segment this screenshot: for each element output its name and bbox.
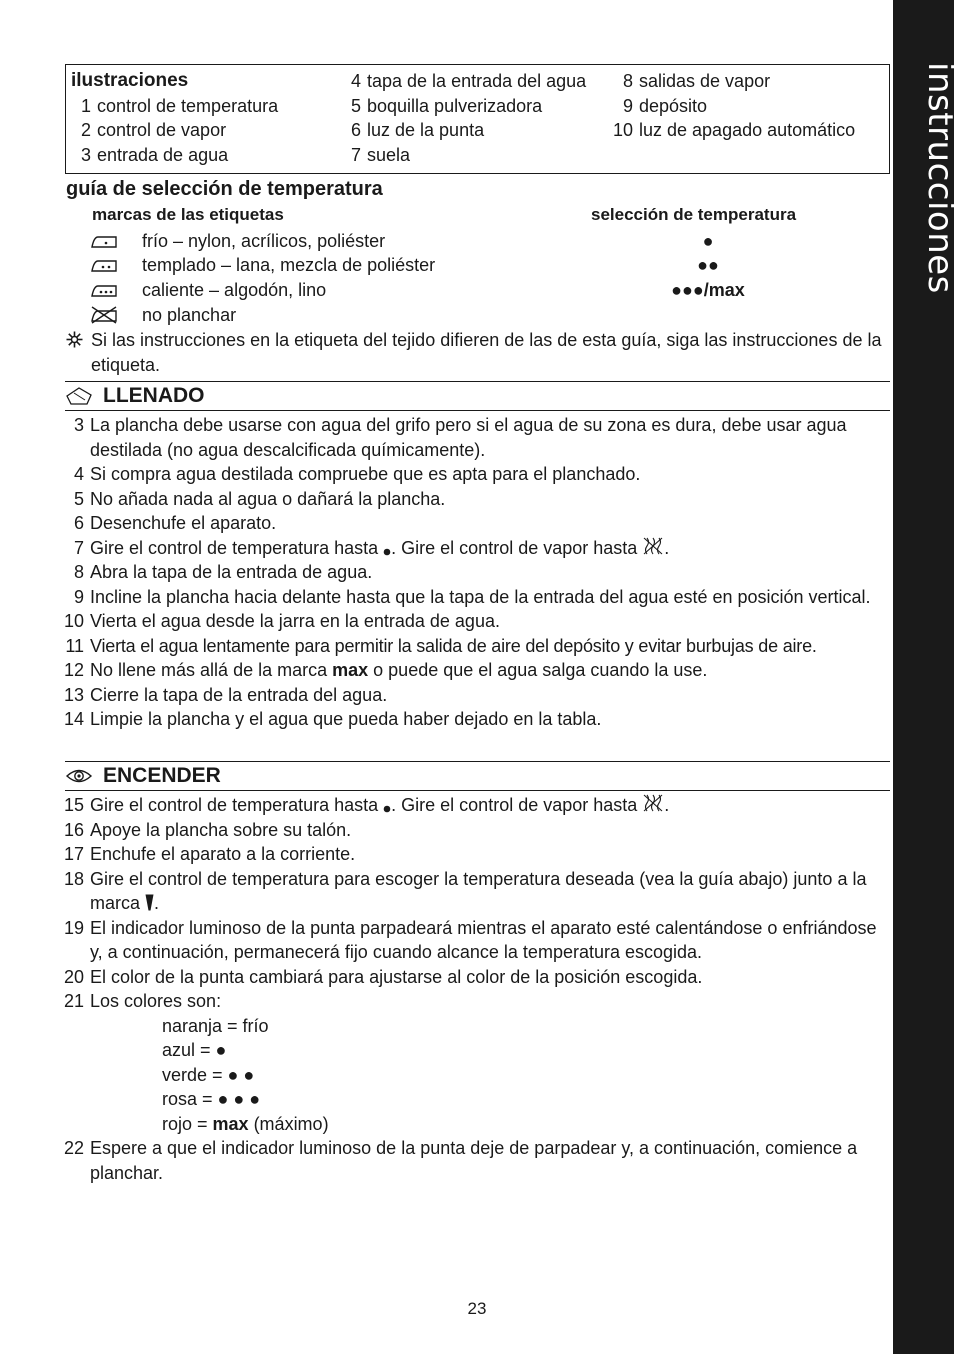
step-text: Los colores son: — [90, 991, 222, 1011]
guide-header-setting: selección de temperatura — [591, 205, 797, 224]
color-text-bold: max — [212, 1113, 249, 1134]
guide-row — [0, 229, 893, 253]
step-item — [60, 487, 892, 512]
guide-setting: ●●●/max — [671, 280, 745, 300]
guide-fabric-text: templado – lana, mezcla de poliéster — [142, 255, 436, 275]
item-number: 7 — [350, 144, 361, 165]
step-text: . Gire el control de vapor hasta — [391, 795, 643, 815]
guide-row — [0, 303, 893, 327]
illustration-item — [613, 118, 855, 143]
iron-two-dots-icon — [89, 256, 119, 274]
step-item — [60, 511, 892, 536]
step-number: 18 — [63, 868, 84, 889]
step-text: Abra la tapa de la entrada de agua. — [90, 562, 373, 582]
step-text: Desenchufe el aparato. — [90, 513, 277, 533]
step-number: 15 — [63, 795, 84, 815]
item-label: depósito — [639, 95, 708, 116]
step-text: Si compra agua destilada compruebe que es apta para el planchado. — [90, 464, 641, 484]
iron-one-dot-icon — [89, 232, 119, 250]
illustration-item — [71, 94, 278, 119]
step-item — [60, 707, 892, 732]
star-icon — [66, 331, 83, 348]
eye-icon — [65, 766, 93, 786]
side-tab-label: instrucciones — [920, 62, 960, 294]
step-text: Gire el control de temperatura para escoger la temperatura deseada (vea la guía abajo) junto a la marca — [90, 868, 867, 913]
color-text: rojo = — [162, 1113, 213, 1134]
step-number: 16 — [63, 819, 84, 840]
illustrations-column-3 — [613, 69, 855, 143]
step-text: Enchufe el aparato a la corriente. — [90, 844, 356, 864]
guide-header-label-marks: marcas de las etiquetas — [92, 205, 284, 224]
guide-row — [0, 278, 893, 302]
guide-setting: ● — [702, 231, 714, 251]
item-label: tapa de la entrada del agua — [367, 71, 587, 91]
item-label: suela — [367, 144, 411, 165]
step-number: 22 — [63, 1138, 84, 1158]
step-item — [60, 560, 892, 585]
step-text: La plancha debe usarse con agua del grifo pero si el agua de su zona es dura, debe usar agua destilada (no agua descalcificada químicamente). — [90, 415, 847, 460]
color-item: verde = ● ● — [162, 1064, 255, 1085]
guide-note-text: Si las instrucciones en la etiqueta del tejido difieren de las de esta guía, siga las instrucciones de la etiqueta. — [91, 330, 882, 375]
step-text: . — [664, 537, 670, 558]
item-label: luz de apagado automático — [639, 120, 856, 140]
guide-note — [66, 328, 886, 377]
illustration-item — [349, 143, 586, 168]
illustrations-box — [65, 64, 890, 174]
step-item — [60, 793, 892, 818]
guide-fabric-text: no planchar — [142, 305, 237, 325]
item-number: 2 — [80, 120, 91, 140]
tip-colors-list — [60, 1014, 892, 1137]
step-number: 5 — [73, 488, 84, 509]
step-text: El color de la punta cambiará para ajustarse al color de la posición escogida. — [90, 966, 703, 987]
step-text-bold: max — [332, 660, 369, 680]
illustration-item — [349, 118, 586, 143]
step-number: 6 — [73, 513, 84, 533]
illustrations-column-2 — [349, 69, 586, 167]
step-text: Gire el control de temperatura hasta — [90, 795, 384, 815]
color-text: (máximo) — [248, 1113, 329, 1134]
filling-section-title: LLENADO — [103, 384, 205, 407]
item-label: control de vapor — [97, 120, 227, 140]
step-number: 10 — [63, 611, 84, 631]
step-number: 12 — [63, 660, 84, 680]
step-text: Limpie la plancha y el agua que pueda haber dejado en la tabla. — [90, 709, 602, 729]
step-number: 21 — [63, 991, 84, 1011]
illustration-item — [349, 69, 586, 94]
item-label: entrada de agua — [97, 144, 229, 165]
step-text: No añada nada al agua o dañará la plancha. — [90, 488, 446, 509]
section-side-tab — [893, 0, 960, 1354]
step-number: 9 — [73, 586, 84, 607]
illustration-item — [71, 118, 278, 143]
step-text: No llene más allá de la marca — [90, 660, 333, 680]
step-item — [60, 658, 892, 683]
item-label: boquilla pulverizadora — [367, 95, 543, 116]
no-steam-icon — [642, 536, 664, 556]
switch-on-section-header — [65, 761, 890, 791]
step-text: El indicador luminoso de la punta parpadeará mientras el aparato esté calentándose o enfriándose y, a continuación, permanecerá fijo cuando alcance la temperatura escogida. — [90, 917, 877, 962]
step-item — [60, 683, 892, 708]
item-number: 6 — [350, 120, 361, 140]
step-item — [60, 1136, 892, 1185]
step-number: 20 — [63, 966, 84, 987]
step-text: o puede que el agua salga cuando la use. — [368, 660, 708, 680]
illustrations-column-1 — [71, 69, 278, 167]
dot-icon — [383, 548, 391, 556]
page-number: 23 — [467, 1299, 487, 1318]
step-text: Incline la plancha hacia delante hasta que la tapa de la entrada del agua esté en posición vertical. — [90, 586, 871, 607]
item-number: 5 — [350, 95, 361, 116]
temperature-mark-icon — [145, 894, 154, 911]
step-text: Vierta el agua desde la jarra en la entrada de agua. — [90, 611, 500, 631]
iron-three-dots-icon — [89, 281, 119, 299]
step-text: Vierta el agua lentamente para permitir la salida de aire del depósito y evitar burbujas de aire. — [90, 635, 817, 656]
step-item — [60, 965, 892, 990]
step-number: 19 — [63, 917, 84, 938]
item-number: 9 — [622, 95, 633, 116]
step-number: 14 — [63, 709, 84, 729]
step-text: . Gire el control de vapor hasta — [391, 537, 643, 558]
item-number: 4 — [350, 71, 361, 91]
filling-section-header — [65, 381, 890, 411]
step-item — [60, 536, 892, 561]
color-item: naranja = frío — [162, 1015, 269, 1036]
item-number: 10 — [613, 120, 634, 140]
item-number: 8 — [622, 71, 633, 91]
step-number: 17 — [63, 844, 84, 864]
switch-on-section-title: ENCENDER — [103, 764, 221, 787]
no-steam-icon — [642, 793, 664, 813]
step-item — [60, 842, 892, 867]
item-number: 1 — [80, 95, 91, 116]
step-item — [60, 634, 892, 659]
step-item — [60, 462, 892, 487]
step-item — [60, 609, 892, 634]
step-text: . — [664, 795, 670, 815]
guide-fabric-text: frío – nylon, acrílicos, poliéster — [142, 231, 386, 251]
guide-setting: ●● — [697, 255, 719, 275]
illustration-item — [71, 143, 278, 168]
item-label: control de temperatura — [97, 95, 279, 116]
step-item — [60, 867, 892, 916]
step-text: Cierre la tapa de la entrada del agua. — [90, 684, 388, 705]
step-number: 7 — [73, 537, 84, 558]
item-label: luz de la punta — [367, 120, 485, 140]
step-text: Espere a que el indicador luminoso de la punta deje de parpadear y, a continuación, comience a planchar. — [90, 1138, 858, 1183]
filling-steps — [60, 413, 892, 732]
step-number: 13 — [63, 684, 84, 705]
water-jug-icon — [65, 386, 93, 406]
step-text: . — [154, 893, 160, 913]
guide-fabric-text: caliente – algodón, lino — [142, 280, 327, 300]
illustration-item — [349, 94, 586, 119]
color-item: azul = ● — [162, 1040, 227, 1060]
step-text: Gire el control de temperatura hasta — [90, 537, 384, 558]
step-number: 11 — [65, 635, 84, 656]
switch-on-steps — [60, 793, 892, 1185]
illustration-item — [613, 94, 855, 119]
color-item — [162, 1112, 892, 1137]
step-number: 4 — [73, 464, 84, 484]
guide-row — [0, 253, 893, 277]
step-item — [60, 916, 892, 965]
step-item — [60, 989, 892, 1014]
illustration-item — [613, 69, 855, 94]
dot-icon — [383, 805, 391, 813]
color-item: rosa = ● ● ● — [162, 1089, 261, 1109]
step-item — [60, 413, 892, 462]
step-item — [60, 818, 892, 843]
temperature-guide-title: guía de selección de temperatura — [66, 178, 383, 200]
illustrations-title: ilustraciones — [71, 70, 189, 91]
step-text: Apoye la plancha sobre su talón. — [90, 819, 352, 840]
item-label: salidas de vapor — [639, 71, 771, 91]
step-number: 8 — [73, 562, 84, 582]
item-number: 3 — [80, 144, 91, 165]
step-item — [60, 585, 892, 610]
step-number: 3 — [73, 415, 84, 435]
iron-crossed-icon — [89, 306, 119, 324]
